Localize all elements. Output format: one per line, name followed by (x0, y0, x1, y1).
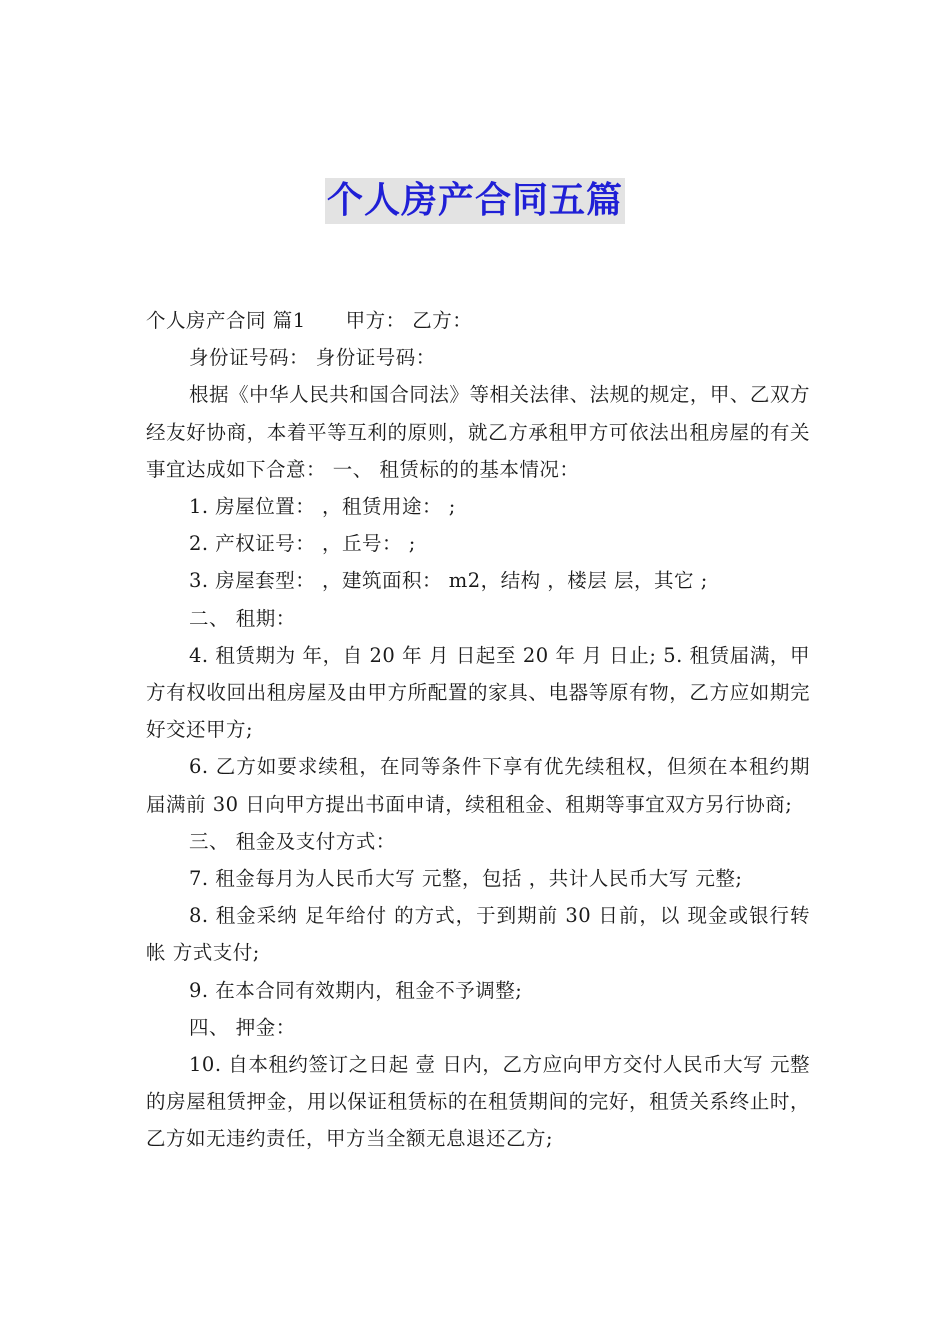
paragraph: 3. 房屋套型： ，建筑面积： m2，结构 ，楼层 层，其它 ; (189, 569, 708, 593)
paragraph: 4. 租赁期为 年，自 20 年 月 日起至 20 年 月 日止; 5. 租赁届满，甲方有权收回出租房屋及由甲方所配置的家具、电器等原有物，乙方应如期完好交还甲方; (146, 643, 810, 742)
paragraph: 身份证号码： 身份证号码： (189, 346, 436, 370)
paragraph: 8. 租金采纳 足年给付 的方式，于到期前 30 日前，以 现金或银行转帐 方式支付; (146, 904, 810, 965)
paragraph: 6. 乙方如要求续租，在同等条件下享有优先续租权，但须在本租约期届满前 30 日向甲方提出书面申请，续租租金、租期等事宜双方另行协商; (146, 755, 810, 816)
section-heading: 三、 租金及支付方式： (189, 829, 396, 853)
paragraph: 10. 自本租约签订之日起 壹 日内，乙方应向甲方交付人民币大写 元整的房屋租赁押金，用以保证租赁标的在租赁期间的完好，租赁关系终止时，乙方如无违约责任，甲方当全额无息退还乙方; (146, 1053, 810, 1151)
paragraph: 9. 在本合同有效期内，租金不予调整; (189, 978, 523, 1002)
paragraph: 7. 租金每月为人民币大写 元整，包括 ，共计人民币大写 元整; (189, 867, 743, 891)
document-title: 个人房产合同五篇 (325, 178, 625, 224)
paragraph: 2. 产权证号： ，丘号： ; (189, 532, 416, 556)
paragraph: 个人房产合同 篇1 甲方： 乙方： (146, 309, 473, 332)
title-container (0, 178, 950, 224)
section-heading: 四、 押金： (189, 1015, 296, 1039)
paragraph: 根据《中华人民共和国合同法》等相关法律、法规的规定，甲、乙双方经友好协商，本着平等互利的原则，就乙方承租甲方可依法出租房屋的有关事宜达成如下合意： 一、 租赁标的的基本情况： (146, 383, 810, 481)
paragraph: 1. 房屋位置： ，租赁用途： ; (189, 495, 456, 519)
section-heading: 二、 租期： (189, 606, 296, 630)
document-body (146, 302, 810, 1158)
